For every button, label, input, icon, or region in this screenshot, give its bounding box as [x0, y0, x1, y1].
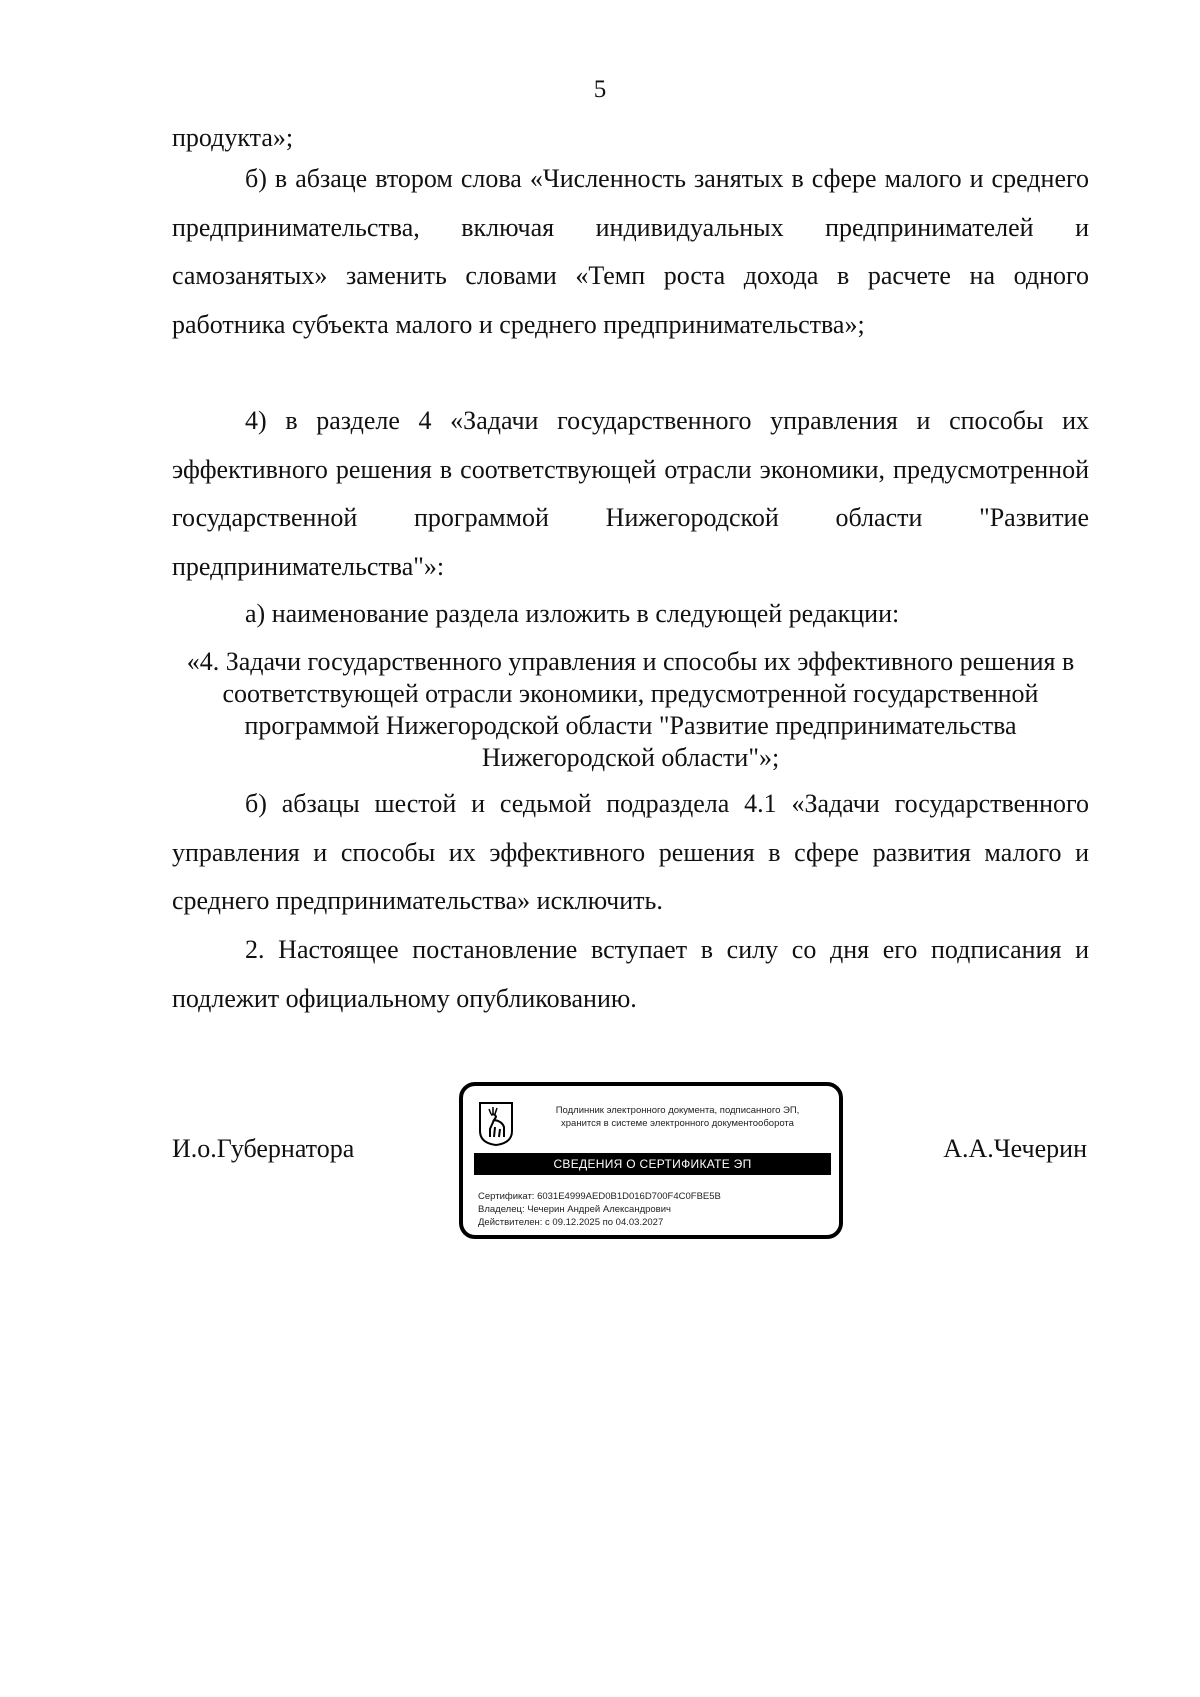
paragraph-section-4: 4) в разделе 4 «Задачи государственного управления и способы их эффективного решения в соответствующей отрасли экономики, предусмотренной государственной программой Нижегородской области "Развитие предпринимательства"»: [172, 406, 1089, 581]
certificate-validity: Действителен: с 09.12.2025 по 04.03.2027 [478, 1217, 664, 1228]
stamp-header-line: хранится в системе электронного документооборота [561, 1118, 794, 1129]
signature-name: А.А.Чечерин [943, 1134, 1087, 1163]
stamp-header [525, 1104, 830, 1130]
deer-coat-of-arms-icon [478, 1101, 514, 1147]
paragraph-2-effective: 2. Настоящее постановление вступает в силу со дня его подписания и подлежит официальному опубликованию. [172, 935, 1089, 1013]
electronic-signature-stamp [459, 1082, 843, 1239]
stamp-info [478, 1190, 721, 1229]
paragraph-b-exclude: б) абзацы шестой и седьмой подраздела 4.1 «Задачи государственного управления и способы их эффективного решения в сфере развития малого и среднего предпринимательства» исключить. [172, 789, 1089, 915]
certificate-number: Сертификат: 6031E4999AED0B1D016D700F4C0FBE5B [478, 1191, 721, 1202]
paragraph-b-second-abzac: б) в абзаце втором слова «Численность занятых в сфере малого и среднего предпринимательства, включая индивидуальных предпринимателей и самозанятых» заменить словами «Темп роста дохода в расчете на одного работника субъекта малого и среднего предпринимательства»; [172, 164, 1089, 339]
stamp-header-line: Подлинник электронного документа, подписанного ЭП, [555, 1105, 800, 1116]
certificate-owner: Владелец: Чечерин Андрей Александрович [478, 1204, 671, 1215]
section-new-title: «4. Задачи государственного управления и способы их эффективного решения в соответствующей отрасли экономики, предусмотренной государственной программой Нижегородской области "Развитие предпринимательства Нижегородской области"»; [186, 647, 1075, 772]
stamp-certificate-bar: СВЕДЕНИЯ О СЕРТИФИКАТЕ ЭП [474, 1153, 831, 1175]
signature-position: И.о.Губернатора [172, 1134, 355, 1163]
paragraph-a-heading: а) наименование раздела изложить в следующей редакции: [245, 599, 900, 628]
paragraph-continuation: продукта»; [172, 123, 294, 152]
page-number: 5 [593, 76, 607, 103]
